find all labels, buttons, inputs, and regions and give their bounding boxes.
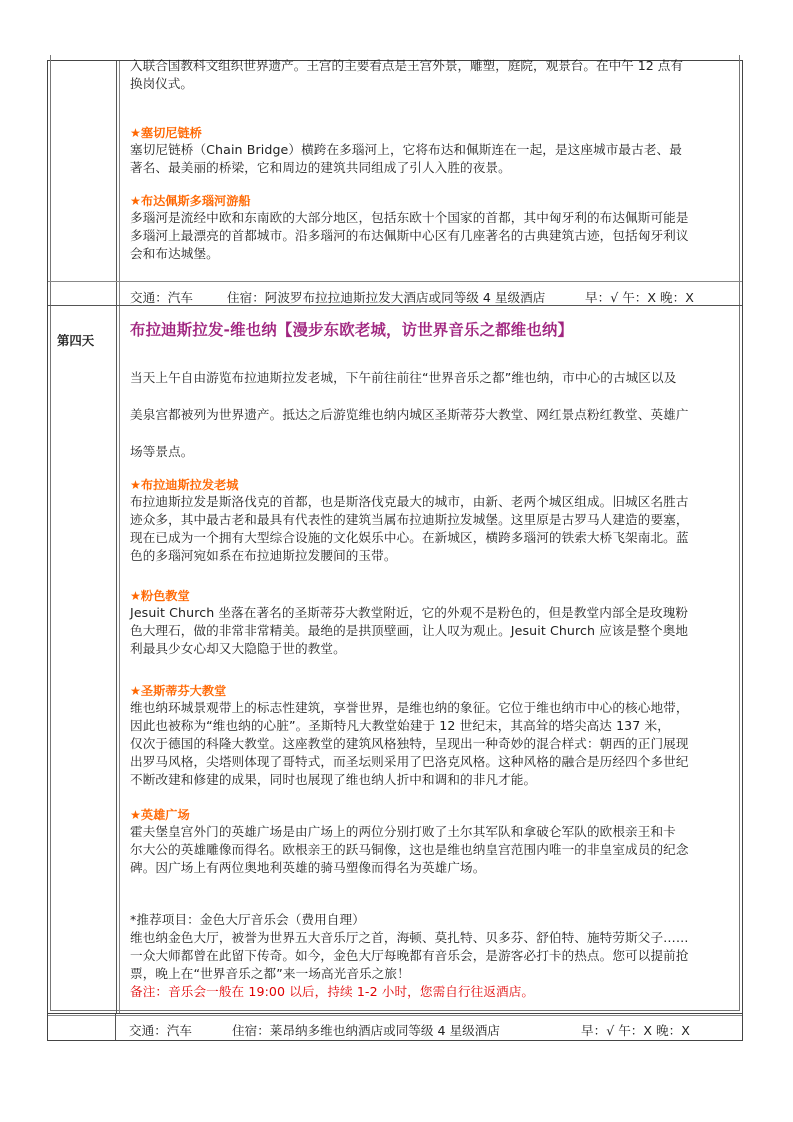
section-body: 维也纳环城景观带上的标志性建筑，享誉世界，是维也纳的象征。它位于维也纳市中心的核心地带， 因此也被称为“维也纳的心脏”。圣斯特凡大教堂始建于 12 世纪末，其高耸的塔尖高达 137 米， 仅次于德国的科隆大教堂。这座教堂的建筑风格独特，呈现出一种奇妙的混合样式：朝西的正门展现 出罗马风格，尖塔则体现了哥特式，而圣坛则采用了巴洛克风格。这种风格的融合是历经四个多世纪 不断改建和修建的成果，同时也展现了维也纳人折中和调和的非凡才能。 [130,700,689,787]
meals-info: 早：√ 午：X 晚：X [585,290,694,305]
table-bottom-border [47,1040,743,1041]
section-heading: ★粉色教堂 [130,589,190,603]
recommend-note: 备注：音乐会一般在 19:00 以后，持续 1-2 小时，您需自行往返酒店。 [130,984,535,999]
transport-info: 交通：汽车 [130,290,193,305]
day-title: 布拉迪斯拉发-维也纳【漫步东欧老城，访世界音乐之都维也纳】 [130,321,574,339]
itinerary-table [47,60,743,1014]
recommend-block: *推荐项目：金色大厅音乐会（费用自理） 维也纳金色大厅，被誉为世界五大音乐厅之首，海顿、莫扎特、贝多芬、舒伯特、施特劳斯父子…… 一众大师都曾在此留下传奇。如今，金色大厅每晚都有音乐会，是游客必打卡的热点。您可以提前抢 票，晚上在“世界音乐之都”来一场高光音乐之旅！ 备注：音乐会一般在 19:00 以后，持续 1-2 小时，您需自行往返酒店。 [130,911,738,1001]
row-divider [48,1015,742,1016]
hotel-info: 住宿：莱昂纳多维也纳酒店或同等级 4 星级酒店 [232,1023,500,1038]
section-body: 多瑙河是流经中欧和东南欧的大部分地区，包括东欧十个国家的首都，其中匈牙利的布达佩斯可能是 多瑙河上最漂亮的首都城市。沿多瑙河的布达佩斯中心区有几座著名的古典建筑古迹，包括匈牙利议 会和布达城堡。 [130,210,689,261]
meals-info: 早：√ 午：X 晚：X [581,1023,690,1038]
section-body: Jesuit Church 坐落在著名的圣斯蒂芬大教堂附近，它的外观不是粉色的，但是教堂内部全是玫瑰粉 色大理石，做的非常非常精美。最绝的是拱顶壁画，让人叹为观止。Jesuit Church 应该是整个奥地 利最具少女心却又大隐隐于世的教堂。 [130,605,689,656]
column-divider-inner [119,61,120,1013]
section-heading: ★布达佩斯多瑙河游船 [130,194,251,208]
column-divider [116,61,117,1013]
section-heading: ★布拉迪斯拉发老城 [130,478,239,492]
table-right-border [742,1014,743,1040]
section-body: 霍夫堡皇宫外门的英雄广场是由广场上的两位分别打败了土尔其军队和拿破仑军队的欧根亲王和卡 尔大公的英雄雕像而得名。欧根亲王的跃马铜像，这也是维也纳皇宫范围内唯一的非皇室成员的纪念 碑。因广场上有两位奥地利英雄的骑马塑像而得名为英雄广场。 [130,824,689,875]
day-divider [48,305,742,306]
section-body: 布拉迪斯拉发是斯洛伐克的首都，也是斯洛伐克最大的城市，由新、老两个城区组成。旧城区名胜古 迹众多，其中最古老和最具有代表性的建筑当属布拉迪斯拉发城堡。这里原是古罗马人建造的要塞， 现在已成为一个拥有大型综合设施的文化娱乐中心。在新城区，横跨多瑙河的铁索大桥飞架南北。蓝 色的多瑙河宛如系在布拉迪斯拉发腰间的玉带。 [130,494,689,563]
table-left-border [47,1014,48,1040]
day-label: 第四天 [57,333,95,348]
recommend-title: *推荐项目：金色大厅音乐会（费用自理） [130,912,365,927]
prev-day-continued-text: 入联合国教科文组织世界遗产。王宫的主要看点是王宫外景，雕塑，庭院，观景台。在中午 12 点有 换岗仪式。 [130,58,683,91]
section-heading: ★圣斯蒂芬大教堂 [130,684,227,698]
section-heading: ★英雄广场 [130,808,190,822]
day-intro: 当天上午自由游览布拉迪斯拉发老城，下午前往前往“世界音乐之都”维也纳，市中心的古城区以及 美泉宫都被列为世界遗产。抵达之后游览维也纳内城区圣斯蒂芬大教堂、网红景点粉红教堂、英雄广 场等景点。 [130,370,689,459]
transport-info: 交通：汽车 [129,1023,192,1038]
row-divider [48,281,742,282]
column-divider [115,1014,116,1040]
hotel-info: 住宿：阿波罗布拉拉迪斯拉发大酒店或同等级 4 星级酒店 [227,290,546,305]
section-body: 塞切尼链桥（Chain Bridge）横跨在多瑙河上，它将布达和佩斯连在一起，是这座城市最古老、最 著名、最美丽的桥梁，它和周边的建筑共同组成了引人入胜的夜景。 [130,142,682,175]
section-heading: ★塞切尼链桥 [130,126,202,140]
